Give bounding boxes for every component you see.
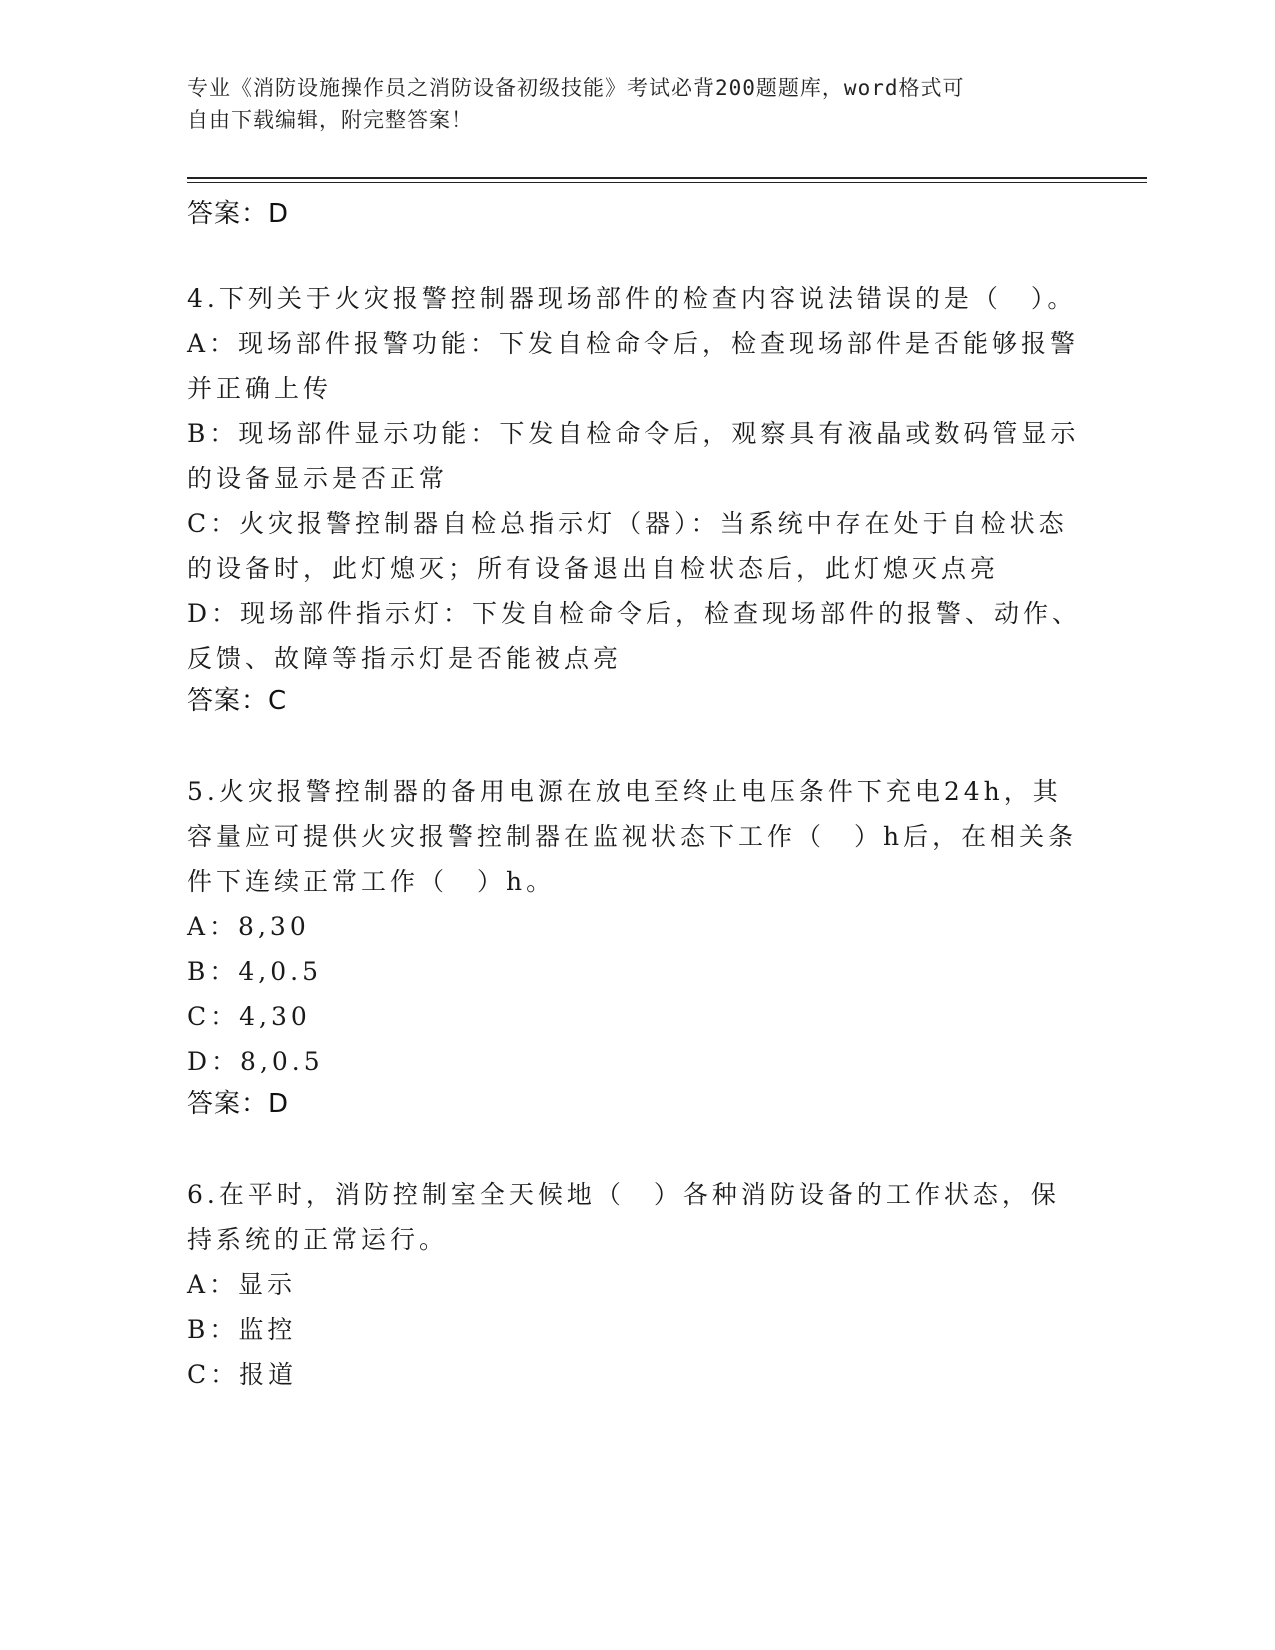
option-c: C：报道 xyxy=(187,1360,298,1389)
question-5 xyxy=(187,769,1087,1124)
question-text: 5.火灾报警控制器的备用电源在放电至终止电压条件下充电24h，其容量应可提供火灾报警控制器在监视状态下工作（ ）h后，在相关条件下连续正常工作（ ）h。 xyxy=(187,777,1078,896)
option-b: B：现场部件显示功能：下发自检命令后，观察具有液晶或数码管显示的设备显示是否正常 xyxy=(187,419,1080,493)
option-a: A：现场部件报警功能：下发自检命令后，检查现场部件是否能够报警并正确上传 xyxy=(187,329,1080,403)
header-line-1: 专业《消防设施操作员之消防设备初级技能》考试必背200题题库，word格式可 xyxy=(187,76,965,100)
question-text: 6.在平时，消防控制室全天候地（ ）各种消防设备的工作状态，保持系统的正常运行。 xyxy=(187,1180,1060,1254)
question-6 xyxy=(187,1172,1087,1397)
option-c: C：4,30 xyxy=(187,1002,311,1031)
question-4 xyxy=(187,276,1087,721)
option-c: C：火灾报警控制器自检总指示灯（器）：当系统中存在处于自检状态的设备时，此灯熄灭；所有设备退出自检状态后，此灯熄灭点亮 xyxy=(187,509,1068,583)
option-d: D：现场部件指示灯：下发自检命令后，检查现场部件的报警、动作、反馈、故障等指示灯是否能被点亮 xyxy=(187,599,1082,673)
header-line-2: 自由下载编辑，附完整答案！ xyxy=(187,108,473,132)
question-text: 4.下列关于火灾报警控制器现场部件的检查内容说法错误的是（ ）。 xyxy=(187,284,1077,313)
previous-answer: 答案：D xyxy=(187,199,290,229)
option-b: B：4,0.5 xyxy=(187,957,322,986)
question-list xyxy=(187,190,1087,1397)
option-b: B：监控 xyxy=(187,1315,297,1344)
option-a: A：显示 xyxy=(187,1270,297,1299)
header-divider-thick xyxy=(187,177,1147,179)
document-header xyxy=(187,72,1067,136)
header-divider-thin xyxy=(187,182,1147,183)
answer: 答案：C xyxy=(187,686,288,716)
option-a: A：8,30 xyxy=(187,912,310,941)
answer: 答案：D xyxy=(187,1089,290,1119)
option-d: D：8,0.5 xyxy=(187,1047,324,1076)
